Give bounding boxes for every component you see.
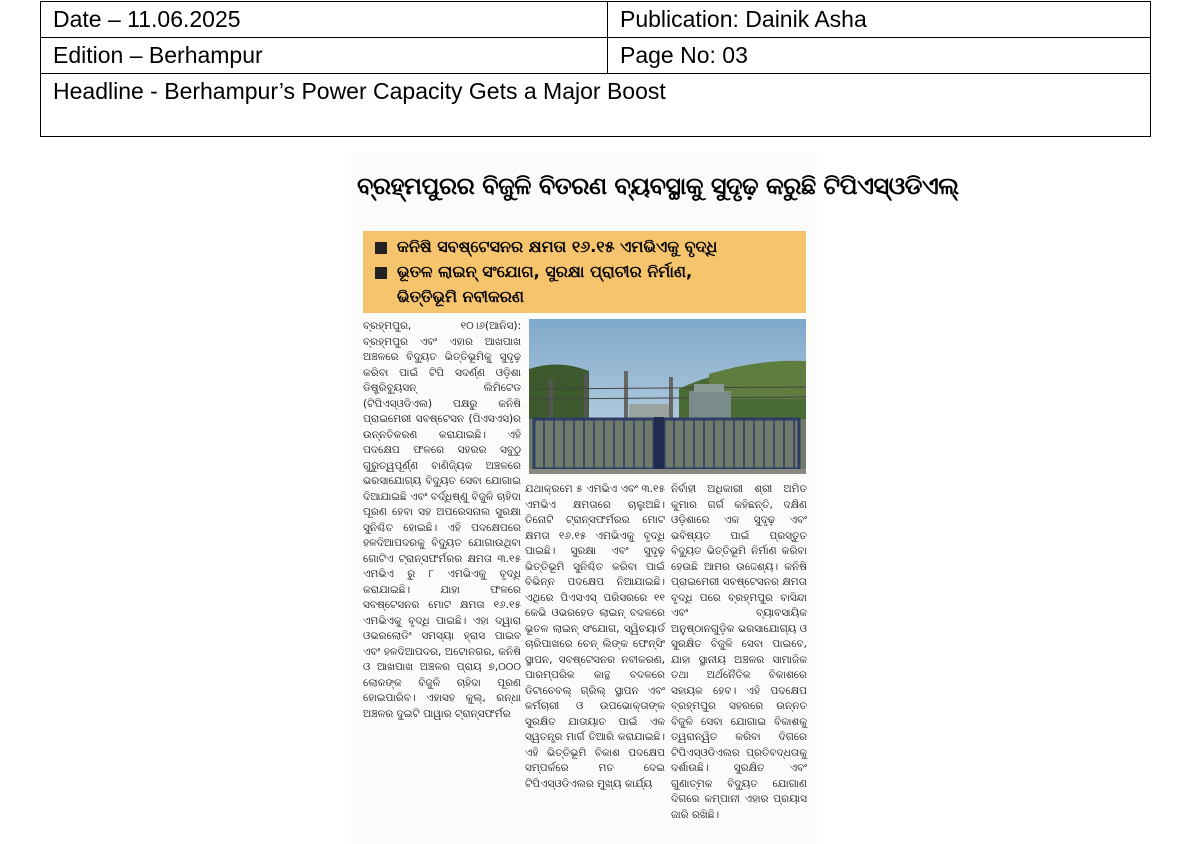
bullet-square-icon [375,242,387,254]
date-cell: Date – 11.06.2025 [41,2,608,38]
edition-cell: Edition – Berhampur [41,38,608,74]
highlight-line-3: ଭିତ୍ତିଭୂମି ନବୀକରଣ [397,287,525,306]
article-column-1: ବ୍ରହ୍ମପୁର, ୧୦।୬(ଆନିସ): ବ୍ରହ୍ମପୁର ଏବଂ ଏହାର ଆଖପାଖ ଅଞ୍ଚଳରେ ବିଦ୍ୟୁତ ଭିତ୍ତିଭୂମିକୁ ସୁଦୃଢ଼ କରିବା ପାଇଁ ଟିପି ସଦର୍ଣ୍ଣ ଓଡ଼ିଶା ଡିଷ୍ଟ୍ରିବ୍ୟୁସନ୍ ଲିମିଟେଡ (ଟିପିଏସ୍‌ଓଡିଏଲ) ପକ୍ଷରୁ କନିଷି ପ୍ରାଇମେରୀ ସବଷ୍ଟେସନ (ପିଏସଏସ)ର ଉନ୍ନତିକରଣ କରାଯାଇଛି। ଏହି ପଦକ୍ଷେପ ଫଳରେ ସହରର ସବୁଠୁ ଗୁରୁତ୍ୱପୂର୍ଣ୍ଣ ବାଣିଜ୍ୟିକ ଅଞ୍ଚଳରେ ଭରସାଯୋଗ୍ୟ ବିଦ୍ୟୁତ ସେବା ଯୋଗାଇ ଦିଆଯାଇଛି ଏବଂ ବର୍ଦ୍ଧିଷ୍ଣୁ ବିଜୁଳି ଚାହିଦା ପୂରଣ ହେବା ସହ ଅପରେସନାଲ ସୁରକ୍ଷା ସୁନିଶ୍ଚିତ ହୋଇଛି। ଏହି ପଦକ୍ଷେପରେ ହଳଦିଆପଦରକୁ ବିଦ୍ୟୁତ ଯୋଗାଉଥିବା ଗୋଟିଏ ଟ୍ରାନ୍ସଫର୍ମରର କ୍ଷମତା ୩.୧୫ ଏମଭିଏ ରୁ ୮ ଏମଭିଏକୁ ବୃଦ୍ଧି କରାଯାଇଛି। ଯାହା ଫଳରେ ସବଷ୍ଟେସନର ମୋଟ କ୍ଷମତା ୧୬.୧୫ ଏମଭିଏକୁ ବୃଦ୍ଧି ପାଇଛି। ଏହା ଦ୍ୱାରା ଓଭରଲୋଡିଂ ସମସ୍ୟା ହ୍ରାସ ପାଇବ ଏବଂ ହଳଦିଆପଦର, ଅଟୋନଗର, କନିଷି ଓ ଆଖପାଖ ଅଞ୍ଚଳର ପ୍ରାୟ ୭,୦୦୦ ଲୋକଙ୍କ ବିଜୁଳି ଚାହିଦା ପୂରଣ ହୋଇପାରିବ। ଏହାସହ କୁଲ୍, ରନ୍ଧା ଅଞ୍ଚଳର ଦୁଇଟି ପାୱାର ଟ୍ରାନ୍ସଫର୍ମର [363,320,521,720]
clipping-headline: ବ୍ରହ୍ମପୁରର ବିଜୁଳି ବିତରଣ ବ୍ୟବସ୍ଥାକୁ ସୁଦୃଢ଼ କରୁଛି ଟିପିଏସ୍‌ଓଡିଏଲ୍‌ [357,172,959,200]
headline-cell: Headline - Berhampur’s Power Capacity Gets a Major Boost [41,74,1151,137]
page-number-cell: Page No: 03 [608,38,1151,74]
article-column-3: ନିର୍ବାହୀ ଅଧିକାରୀ ଶ୍ରୀ ଅମିତ କୁମାର ଗର୍ଗ କହିଛନ୍ତି, ଦକ୍ଷିଣ ଓଡ଼ିଶାରେ ଏକ ସୁଦୃଢ଼ ଏବଂ ଭବିଷ୍ୟତ ପାଇଁ ପ୍ରସ୍ତୁତ ବିଦ୍ୟୁତ ଭିତ୍ତିଭୂମି ନିର୍ମାଣ କରିବା ହେଉଛି ଆମର ଉଦ୍ଦେଶ୍ୟ। କନିଷି ପ୍ରାଇମେରୀ ସବଷ୍ଟେସନର କ୍ଷମତା ବୃଦ୍ଧି ପରେ ବ୍ରହ୍ମପୁର ବାସିନ୍ଦା ଏବଂ ବ୍ୟାବସାୟିକ ଅନୁଷ୍ଠାନଗୁଡ଼ିକ ଭରସାଯୋଗ୍ୟ ଓ ସୁରକ୍ଷିତ ବିଜୁଳି ସେବା ପାଇବେ, ଯାହା ସ୍ଥାନୀୟ ଅଞ୍ଚଳର ସାମାଜିକ ତଥା ଅର୍ଥନୈତିକ ବିକାଶରେ ସହାୟକ ହେବ। ଏହି ପଦକ୍ଷେପ ବ୍ରହ୍ମପୁର ସହରରେ ଉନ୍ନତ ବିଜୁଳି ସେବା ଯୋଗାଇ ବିକାଶକୁ ତ୍ୱରାନ୍ୱିତ କରିବା ଦିଗରେ ଟିପିଏସ୍‌ଓଡିଏଲର ପ୍ରତିବଦ୍ଧତାକୁ ଦର୍ଶାଉଛି। ସୁରକ୍ଷିତ ଏବଂ ଗୁଣାତ୍ମକ ବିଦ୍ୟୁତ ଯୋଗାଣ ଦିଗରେ କମ୍ପାନୀ ଏହାର ପ୍ରୟାସ ଜାରି ରଖିଛି। [671,483,807,821]
article-column-2: ଯଥାକ୍ରମେ ୫ ଏମଭିଏ ଏବଂ ୩.୧୫ ଏମଭିଏ କ୍ଷମତାରେ ଚାଲୁଅଛି। ତିନୋଟି ଟ୍ରାନ୍ସଫର୍ମରର ମୋଟ କ୍ଷମତା ୧୬.୧୫ ଏମଭିଏକୁ ବୃଦ୍ଧି ପାଇଛି। ସୁରକ୍ଷା ଏବଂ ସୁଦୃଢ଼ ଭିତ୍ତିଭୂମି ସୁନିଶ୍ଚିତ କରିବା ପାଇଁ ବିଭିନ୍ନ ପଦକ୍ଷେପ ନିଆଯାଇଛି। ଏଥିରେ ପିଏସଏସ୍ ପରିସରରେ ୧୧ କେଭି ଓଭରହେଡ ଲାଇନ୍ ବଦଳରେ ଭୂତଳ ଲାଇନ୍ ସଂଯୋଗ, ସ୍ୱିଚୟାର୍ଡ ଚାରିପାଖରେ ଚେନ୍ ଲିଙ୍କ ଫେନ୍ସିଂ ସ୍ଥାପନ, ସବଷ୍ଟେସନର ନବୀକରଣ, ପାରମ୍ପରିକ କାନ୍ଥ ବଦଳରେ ଡିଟାଚେବଲ୍ ଗ୍ରିଲ୍ ସ୍ଥାପନ ଏବଂ କର୍ମଚାରୀ ଓ ଉପଭୋକ୍ତାଙ୍କ ସୁରକ୍ଷିତ ଯାତାୟାତ ପାଇଁ ଏକ ସ୍ୱତନ୍ତ୍ର ମାର୍ଗ ତିଆରି କରାଯାଇଛି। ଏହି ଭିତ୍ତିଭୂମି ବିକାଶ ପଦକ୍ଷେପ ସମ୍ପର୍କରେ ମତ ଦେଇ ଟିପିଏସ୍‌ଓଡିଏଲର ମୁଖ୍ୟ କାର୍ଯ୍ୟ [525,483,665,790]
highlight-box [363,231,806,313]
highlight-line-2: ଭୂତଳ ଲାଇନ୍ ସଂଯୋଗ, ସୁରକ୍ଷା ପ୍ରାଚୀର ନିର୍ମାଣ, [375,262,692,282]
metadata-table [40,1,1151,137]
publication-cell: Publication: Dainik Asha [608,2,1151,38]
substation-photo [529,319,806,474]
newspaper-clipping [351,153,959,844]
bullet-square-icon [375,267,387,279]
substation-image [529,319,806,474]
highlight-line-1: କନିଷି ସବଷ୍ଟେସନର କ୍ଷମତା ୧୬.୧୫ ଏମଭିଏକୁ ବୃଦ୍ଧି [375,237,717,257]
